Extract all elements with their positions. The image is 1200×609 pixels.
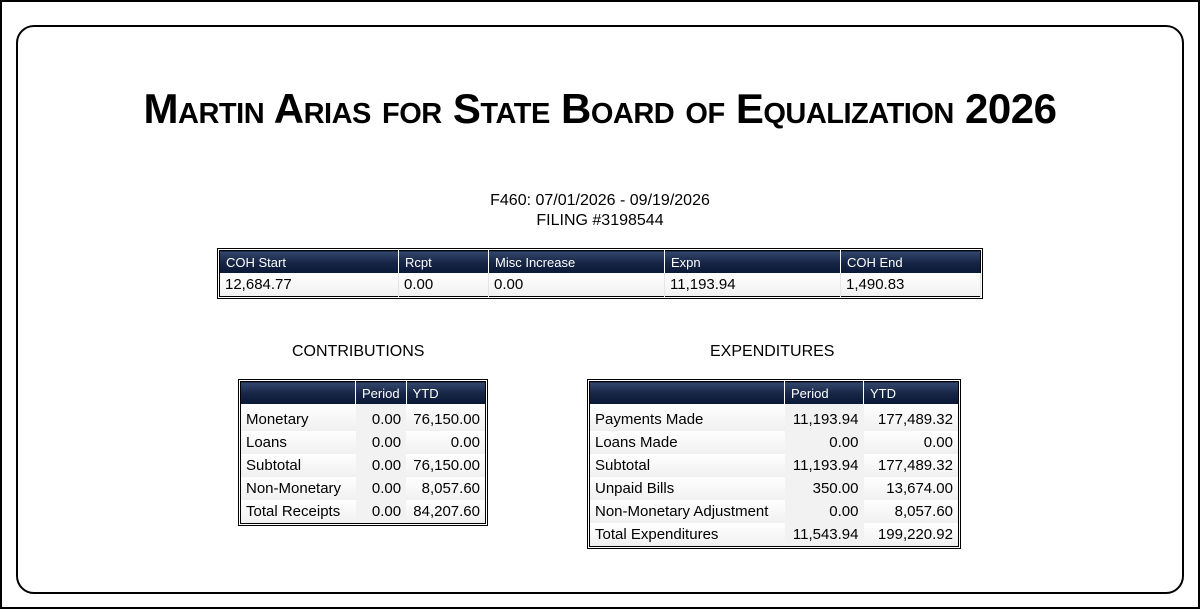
table-row bbox=[241, 431, 486, 454]
summary-header-coh-start: COH Start bbox=[220, 251, 399, 274]
table-row bbox=[590, 500, 959, 523]
expenditures-header-blank bbox=[590, 382, 785, 405]
row-ytd: 177,489.32 bbox=[864, 454, 959, 477]
row-ytd: 199,220.92 bbox=[864, 523, 959, 547]
filing-period: F460: 07/01/2026 - 09/19/2026 bbox=[490, 192, 710, 209]
filing-info bbox=[0, 191, 1200, 231]
summary-coh-start: 12,684.77 bbox=[220, 273, 399, 297]
page-title: Martin Arias for State Board of Equalization 2026 bbox=[143, 85, 1057, 132]
row-label: Payments Made bbox=[590, 404, 785, 431]
summary-coh-end: 1,490.83 bbox=[841, 273, 981, 297]
table-row bbox=[241, 477, 486, 500]
expenditures-table bbox=[589, 381, 959, 547]
summary-expn: 11,193.94 bbox=[665, 273, 841, 297]
row-period: 0.00 bbox=[356, 500, 407, 524]
row-label: Loans bbox=[241, 431, 356, 454]
row-period: 0.00 bbox=[356, 454, 407, 477]
contributions-header-blank bbox=[241, 382, 356, 405]
table-row bbox=[590, 431, 959, 454]
row-ytd: 177,489.32 bbox=[864, 404, 959, 431]
row-ytd: 13,674.00 bbox=[864, 477, 959, 500]
row-period: 0.00 bbox=[356, 404, 407, 431]
cash-summary-table bbox=[219, 250, 981, 297]
row-label: Monetary bbox=[241, 404, 356, 431]
row-period: 0.00 bbox=[785, 500, 864, 523]
row-ytd: 84,207.60 bbox=[406, 500, 485, 524]
expenditures-header-ytd: YTD bbox=[864, 382, 959, 405]
row-label: Non-Monetary bbox=[241, 477, 356, 500]
table-row bbox=[590, 404, 959, 431]
row-period: 0.00 bbox=[785, 431, 864, 454]
filing-number: FILING #3198544 bbox=[536, 212, 664, 229]
table-row bbox=[241, 500, 486, 524]
row-period: 11,193.94 bbox=[785, 404, 864, 431]
summary-header-expn: Expn bbox=[665, 251, 841, 274]
row-ytd: 0.00 bbox=[864, 431, 959, 454]
table-row bbox=[241, 454, 486, 477]
summary-misc-increase: 0.00 bbox=[489, 273, 665, 297]
row-period: 350.00 bbox=[785, 477, 864, 500]
row-period: 0.00 bbox=[356, 477, 407, 500]
contributions-title: CONTRIBUTIONS bbox=[292, 343, 425, 360]
row-ytd: 0.00 bbox=[406, 431, 485, 454]
row-ytd: 76,150.00 bbox=[406, 454, 485, 477]
row-period: 11,543.94 bbox=[785, 523, 864, 547]
contributions-header-ytd: YTD bbox=[406, 382, 485, 405]
row-ytd: 8,057.60 bbox=[406, 477, 485, 500]
contributions-table bbox=[240, 381, 486, 524]
contributions-header-period: Period bbox=[356, 382, 407, 405]
summary-header-coh-end: COH End bbox=[841, 251, 981, 274]
table-row bbox=[241, 404, 486, 431]
summary-header-rcpt: Rcpt bbox=[399, 251, 489, 274]
row-period: 0.00 bbox=[356, 431, 407, 454]
row-label: Total Expenditures bbox=[590, 523, 785, 547]
table-row bbox=[590, 523, 959, 547]
summary-header-misc-increase: Misc Increase bbox=[489, 251, 665, 274]
summary-rcpt: 0.00 bbox=[399, 273, 489, 297]
row-label: Non-Monetary Adjustment bbox=[590, 500, 785, 523]
table-row bbox=[590, 477, 959, 500]
row-period: 11,193.94 bbox=[785, 454, 864, 477]
row-ytd: 76,150.00 bbox=[406, 404, 485, 431]
row-label: Subtotal bbox=[590, 454, 785, 477]
expenditures-title: EXPENDITURES bbox=[710, 343, 835, 360]
row-ytd: 8,057.60 bbox=[864, 500, 959, 523]
row-label: Total Receipts bbox=[241, 500, 356, 524]
row-label: Loans Made bbox=[590, 431, 785, 454]
expenditures-header-period: Period bbox=[785, 382, 864, 405]
table-row bbox=[590, 454, 959, 477]
row-label: Subtotal bbox=[241, 454, 356, 477]
row-label: Unpaid Bills bbox=[590, 477, 785, 500]
